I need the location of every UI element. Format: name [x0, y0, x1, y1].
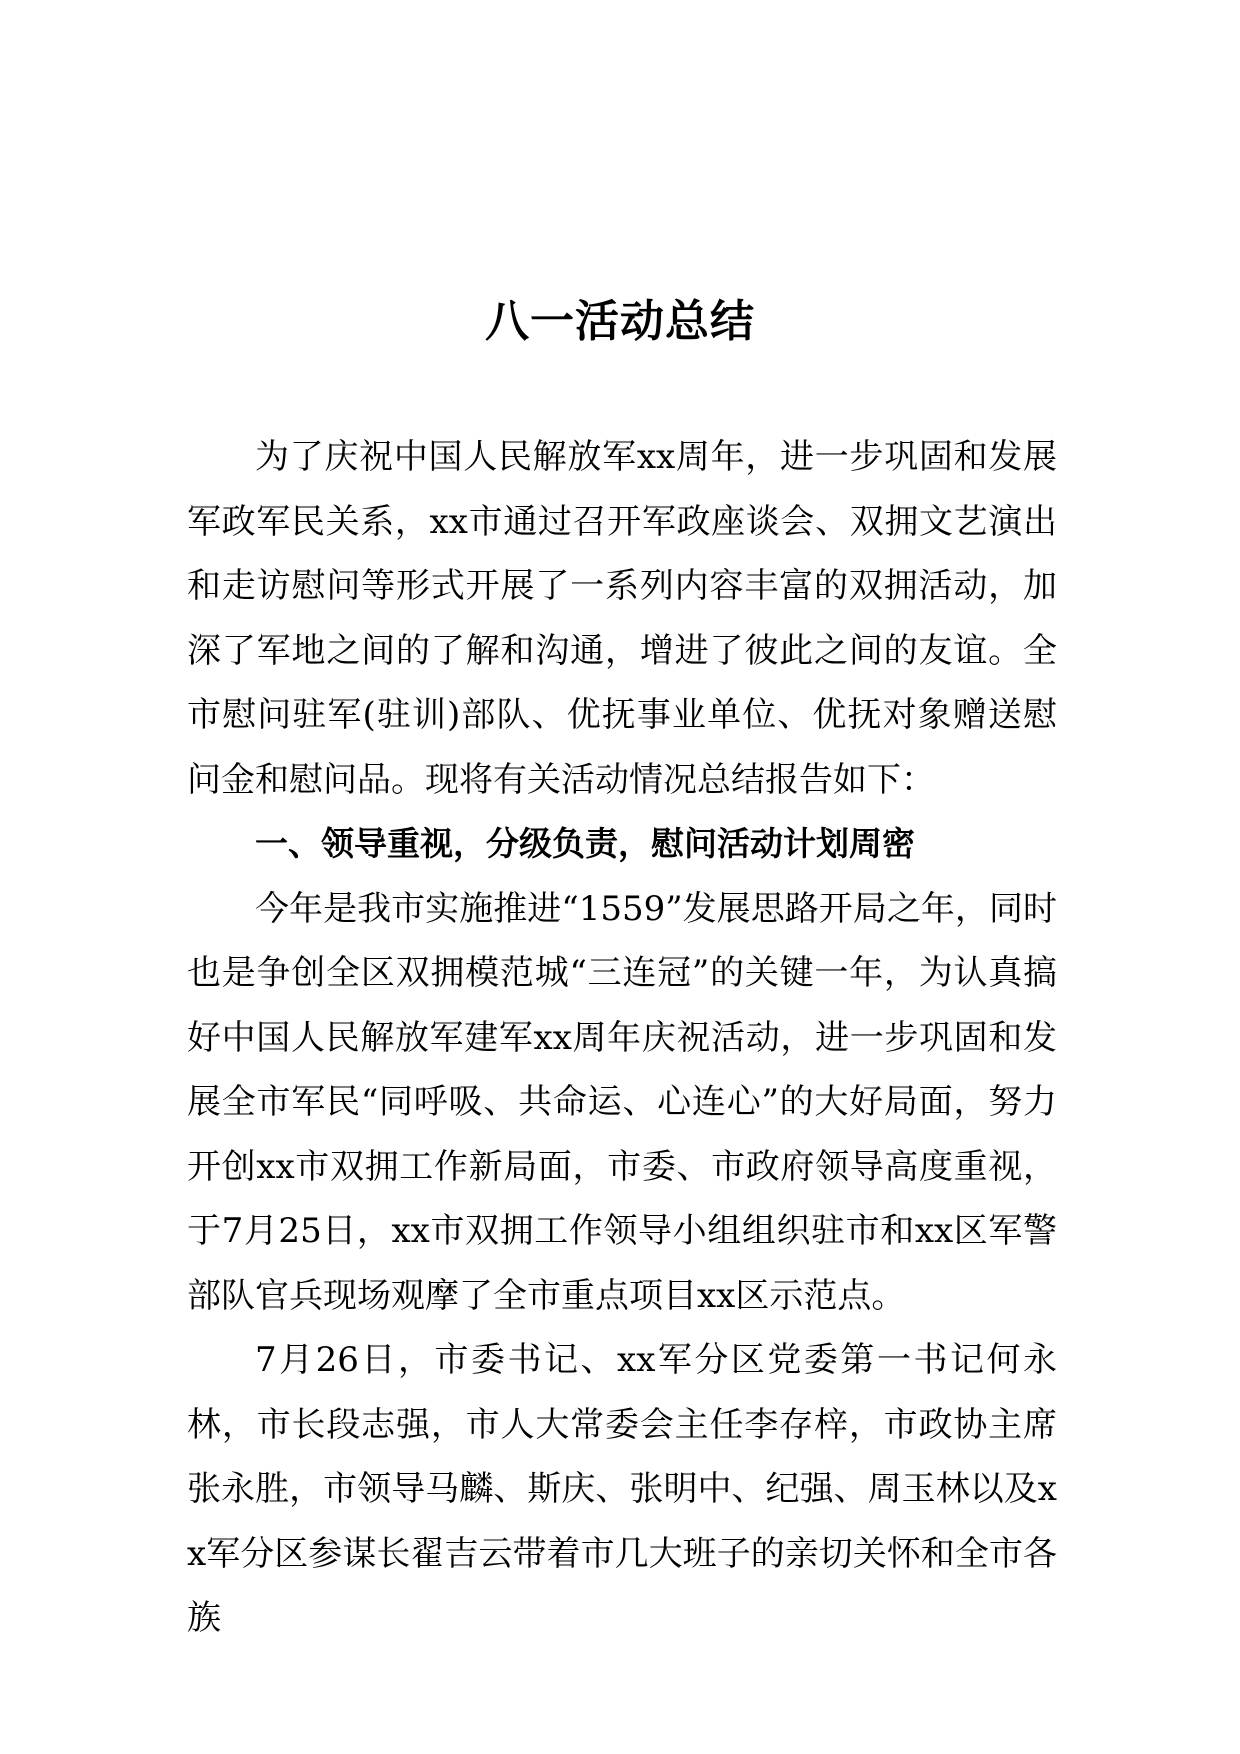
- paragraph-july-26: 7月26日，市委书记、xx军分区党委第一书记何永林，市长段志强，市人大常委会主任李存梓，市政协主席张永胜，市领导马麟、斯庆、张明中、纪强、周玉林以及xx军分区参谋长翟吉云带着市几大班子的亲切关怀和全市各族: [187, 1340, 1057, 1638]
- paragraph-section-1: 今年是我市实施推进“1559”发展思路开局之年，同时也是争创全区双拥模范城“三连冠”的关键一年，为认真搞好中国人民解放军建军xx周年庆祝活动，进一步巩固和发展全市军民“同呼吸、共命运、心连心”的大好局面，努力开创xx市双拥工作新局面，市委、市政府领导高度重视，于7月25日，xx市双拥工作领导小组组织驻市和xx区军警部队官兵现场观摩了全市重点项目xx区示范点。: [187, 888, 1057, 1316]
- document-title: 八一活动总结: [485, 296, 755, 347]
- paragraph-intro: 为了庆祝中国人民解放军xx周年，进一步巩固和发展军政军民关系，xx市通过召开军政座谈会、双拥文艺演出和走访慰问等形式开展了一系列内容丰富的双拥活动，加深了军地之间的了解和沟通，增进了彼此之间的友谊。全市慰问驻军(驻训)部队、优抚事业单位、优抚对象赠送慰问金和慰问品。现将有关活动情况总结报告如下：: [187, 437, 1057, 800]
- section-heading-1: 一、领导重视，分级负责，慰问活动计划周密: [255, 824, 915, 863]
- document-body: [187, 425, 1057, 1651]
